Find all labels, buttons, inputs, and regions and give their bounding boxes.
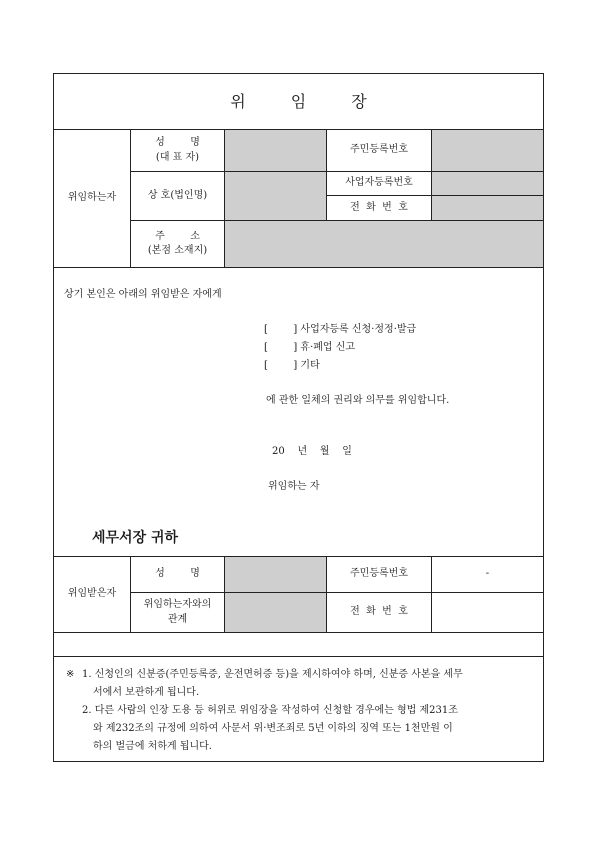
delegator-rrn-field[interactable] [432,130,543,171]
divider [131,171,543,172]
rrn-label: 주민등록번호 [350,144,408,156]
delegator-phone-field[interactable] [432,196,543,220]
delegate-rrn-field[interactable]: - [485,568,490,580]
divider [431,130,432,221]
note-2-line-2: 와 제232조의 규정에 의하여 사문서 위·변조죄로 5년 이하의 징역 또는 1천만원 이 [93,723,453,734]
delegate-rrn-label: 주민등록번호 [350,568,408,580]
option-business-registration[interactable]: [ ] 사업자등록 신청·정정·발급 [264,324,417,335]
signer-label: 위임하는 자 [268,481,320,492]
delegate-name-field[interactable] [225,557,326,592]
delegate-phone-label: 전 화 번 호 [350,606,408,618]
power-of-attorney-form [53,73,544,762]
notes-list [82,666,463,756]
notes-mark: ※ [66,669,75,680]
address-label: 주 소 [155,230,200,242]
relation-label-suffix: 관계 [167,613,188,625]
name-label: 성 명 [155,137,200,148]
company-name-field[interactable] [225,172,326,220]
delegate-phone-field[interactable] [432,593,543,632]
addressee: 세무서장 귀하 [92,530,179,546]
divider [224,130,225,267]
note-2-line-1: 2. 다른 사람의 인장 도용 등 허위로 위임장을 작성하여 신청할 경우에는 형법 제231조 [82,705,458,716]
relation-label: 위임하는자와의 [143,599,212,610]
divider [431,557,432,632]
intro-text: 상기 본인은 아래의 위임받은 자에게 [64,289,222,300]
divider [224,557,225,632]
delegator-address-field[interactable] [225,221,543,267]
divider [54,267,543,268]
divider [54,632,543,633]
relation-label-cell [131,593,224,632]
divider [326,130,327,221]
business-number-field[interactable] [432,172,543,195]
note-1-line-1: 1. 신청인의 신분증(주민등록증, 운전면허증 등)을 제시하여야 하며, 신분증 사본을 세무 [82,669,463,680]
divider [131,220,543,221]
option-other[interactable]: [ ] 기타 [264,360,320,371]
delegation-statement: 에 관한 일체의 권리와 의무를 위임합니다. [266,395,450,406]
divider [326,557,327,632]
delegate-name-label: 성 명 [155,568,200,580]
delegator-name-field[interactable] [225,130,326,171]
head-office-label: (본점 소재지) [147,245,208,256]
delegator-section-label: 위임하는자 [67,192,117,204]
date-line: 20 년 월 일 [272,446,352,457]
business-number-label: 사업자등록번호 [345,177,413,189]
company-name-label: 상 호(법인명) [147,189,208,201]
relation-field[interactable] [225,593,326,632]
note-2-line-3: 하의 벌금에 처하게 됩니다. [93,741,212,752]
option-closure-report[interactable]: [ ] 휴·폐업 신고 [264,342,356,353]
representative-label: (대 표 자) [155,151,200,163]
form-title: 위 임 장 [230,91,367,111]
divider [54,656,543,657]
note-1-line-2: 서에서 보관하게 됩니다. [93,687,200,698]
divider [326,195,543,196]
address-label-cell [131,221,224,267]
delegate-section-label: 위임받은자 [67,588,117,600]
phone-label: 전 화 번 호 [350,201,408,213]
divider [131,592,543,593]
name-label-cell [131,130,224,171]
